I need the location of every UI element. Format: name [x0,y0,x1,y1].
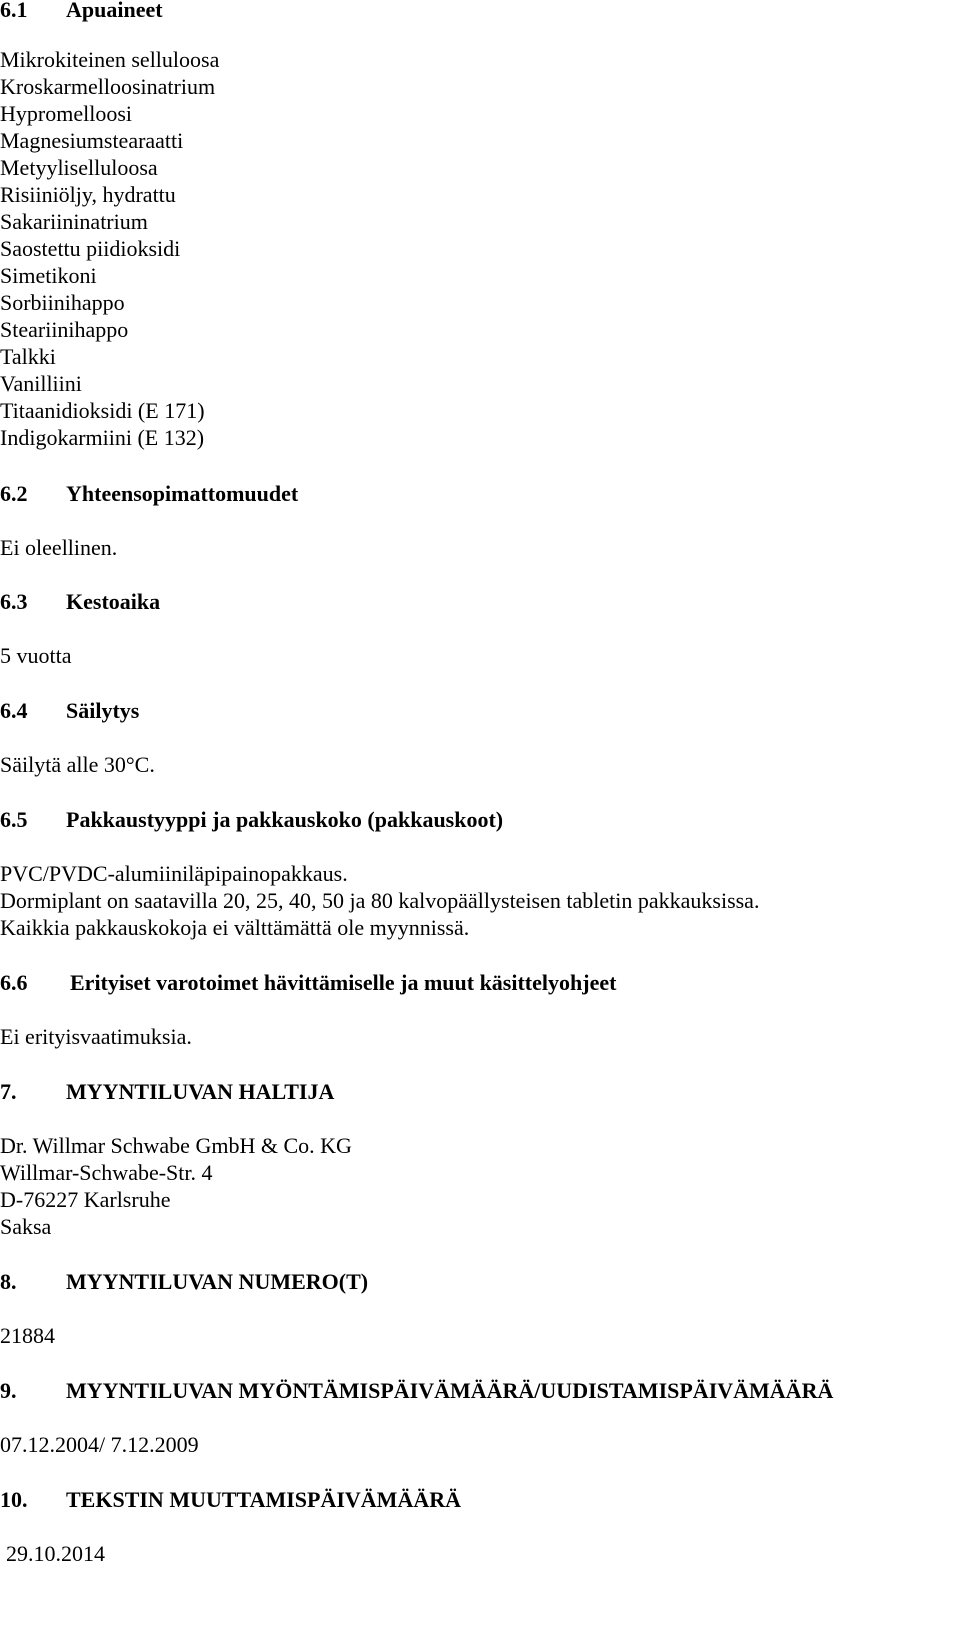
excipient-item: Metyyliselluloosa [0,155,158,180]
section-heading-10 [0,1486,461,1514]
holder-line: Willmar-Schwabe-Str. 4 [0,1160,213,1185]
section-heading-9 [0,1377,833,1405]
section-number: 7. [0,1079,17,1104]
section-text: Kaikkia pakkauskokoja ei välttämättä ole myynnissä. [0,915,470,940]
section-title: TEKSTIN MUUTTAMISPÄIVÄMÄÄRÄ [66,1487,462,1512]
section-title: Pakkaustyyppi ja pakkauskoko (pakkauskoot) [66,807,504,832]
section-number: 9. [0,1378,17,1403]
section-text: 07.12.2004/ 7.12.2009 [0,1432,199,1457]
section-title: Kestoaika [66,589,161,614]
section-number: 6.6 [0,970,28,995]
excipient-item: Indigokarmiini (E 132) [0,425,205,450]
section-title: Yhteensopimattomuudet [66,481,299,506]
excipient-item: Hypromelloosi [0,101,132,126]
section-text: 21884 [0,1323,55,1348]
section-number: 6.1 [0,0,28,22]
section-number: 8. [0,1269,17,1294]
excipient-item: Mikrokiteinen selluloosa [0,47,220,72]
section-heading-7 [0,1078,334,1106]
excipient-item: Sorbiinihappo [0,290,125,315]
excipient-item: Titaanidioksidi (E 171) [0,398,205,423]
section-text: Ei erityisvaatimuksia. [0,1024,192,1049]
excipient-item: Risiiniöljy, hydrattu [0,182,176,207]
section-number: 6.2 [0,481,28,506]
section-number: 10. [0,1487,28,1512]
section-heading-6-1 [0,0,163,24]
section-heading-8 [0,1268,368,1296]
excipient-item: Simetikoni [0,263,97,288]
excipient-item: Magnesiumstearaatti [0,128,184,153]
section-heading-6-5 [0,806,503,834]
holder-line: Saksa [0,1214,52,1239]
section-title: Apuaineet [66,0,163,22]
section-title: Säilytys [66,698,140,723]
excipient-item: Vanilliini [0,371,82,396]
holder-line: Dr. Willmar Schwabe GmbH & Co. KG [0,1133,352,1158]
section-text: 29.10.2014 [6,1541,105,1566]
section-heading-6-3 [0,588,160,616]
section-heading-6-2 [0,480,298,508]
holder-line: D-76227 Karlsruhe [0,1187,171,1212]
section-number: 6.5 [0,807,28,832]
section-heading-6-6 [0,969,616,997]
excipient-item: Sakariininatrium [0,209,148,234]
section-title: Erityiset varotoimet hävittämiselle ja muut käsittelyohjeet [70,970,617,995]
excipient-item: Saostettu piidioksidi [0,236,181,261]
excipient-item: Kroskarmelloosinatrium [0,74,216,99]
section-heading-6-4 [0,697,139,725]
excipient-item: Talkki [0,344,56,369]
section-number: 6.3 [0,589,28,614]
section-number: 6.4 [0,698,28,723]
section-title: MYYNTILUVAN MYÖNTÄMISPÄIVÄMÄÄRÄ/UUDISTAMISPÄIVÄMÄÄRÄ [66,1378,834,1403]
section-text: Dormiplant on saatavilla 20, 25, 40, 50 ja 80 kalvopäällysteisen tabletin pakkauksissa. [0,888,760,913]
section-text: Ei oleellinen. [0,535,118,560]
section-text: 5 vuotta [0,643,72,668]
section-title: MYYNTILUVAN NUMERO(T) [66,1269,369,1294]
excipient-item: Steariinihappo [0,317,129,342]
section-text: Säilytä alle 30°C. [0,752,155,777]
section-text: PVC/PVDC-alumiiniläpipainopakkaus. [0,861,348,886]
section-title: MYYNTILUVAN HALTIJA [66,1079,335,1104]
